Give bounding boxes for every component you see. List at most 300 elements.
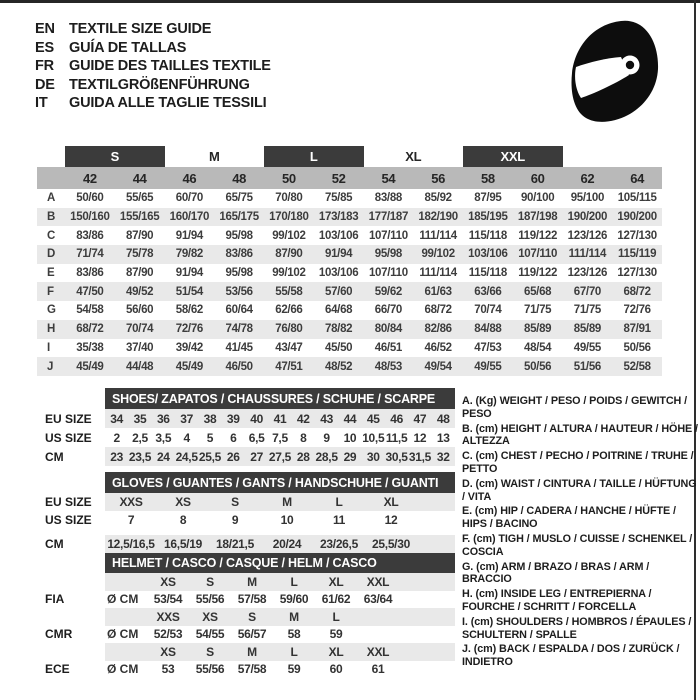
helmet-values-band: [105, 661, 455, 679]
size-value-cell: 160/170: [169, 211, 210, 224]
shoes-row-label: US SIZE: [45, 430, 92, 445]
size-value-cell: 51/54: [175, 285, 204, 298]
shoes-value-cell: 47: [413, 411, 427, 426]
size-table-row: [37, 339, 662, 358]
size-table-row: [37, 282, 662, 301]
shoes-value-cell: 30,5: [385, 449, 408, 464]
size-header-cell: 58: [480, 170, 495, 186]
size-value-cell: 105/115: [617, 192, 657, 205]
size-value-cell: 115/119: [618, 248, 657, 261]
gloves-value-cell: 10: [280, 513, 294, 527]
helmet-size-table: [0, 553, 470, 678]
size-value-cell: 35/38: [76, 341, 104, 354]
size-value-cell: 155/165: [119, 211, 160, 224]
shoes-value-cell: 6,5: [248, 430, 265, 445]
size-header-cell: 42: [82, 170, 97, 186]
measure-row-label: E: [47, 267, 55, 280]
size-header-cell: 44: [132, 170, 147, 186]
size-table-row: [37, 208, 662, 227]
shoes-value-cell: 6: [230, 430, 237, 445]
size-table-body: [37, 189, 662, 376]
size-value-cell: 115/118: [468, 267, 507, 280]
size-value-cell: 52/58: [623, 360, 651, 373]
shoes-value-cell: 45: [366, 411, 380, 426]
size-table-row: [37, 301, 662, 320]
size-value-cell: 48/52: [324, 360, 353, 373]
helmet-sizes-row: [0, 608, 470, 626]
gloves-value-cell: 9: [231, 513, 239, 527]
shoes-value-cell: 2: [113, 430, 120, 445]
size-group-xxl: XXL: [463, 146, 563, 167]
top-border-line: [0, 0, 700, 3]
legend-item: H. (cm) INSIDE LEG / ENTREPIERNA / FOURCHE / SCHRITT / FORCELLA: [462, 588, 652, 613]
size-header-cell: 54: [381, 170, 396, 186]
helmet-value-cell: 53/54: [153, 592, 183, 607]
size-table-row: [37, 357, 662, 376]
helmet-value-cell: 60: [329, 662, 343, 677]
helmet-size-cell: M: [289, 609, 299, 624]
measure-row-label: I: [47, 341, 50, 354]
language-title: TEXTILGRÖßENFÜHRUNG: [69, 76, 250, 93]
size-value-cell: 95/100: [570, 192, 605, 205]
shoes-value-cell: 41: [273, 411, 287, 426]
size-value-cell: 185/195: [468, 211, 508, 224]
size-value-cell: 70/74: [125, 323, 154, 336]
shoes-value-cell: 30: [366, 449, 380, 464]
size-value-cell: 63/66: [474, 285, 502, 298]
shoes-size-table: [0, 388, 470, 466]
gloves-value-cell: 7: [127, 513, 135, 527]
size-value-cell: 111/114: [419, 229, 457, 242]
size-value-cell: 78/82: [324, 323, 353, 336]
gloves-value-cell: M: [282, 495, 292, 509]
shoes-value-cell: 29: [343, 449, 357, 464]
legend-item: D. (cm) WAIST / CINTURA / TAILLE / HÜFTUNG / VITA: [462, 477, 697, 503]
helmet-size-cell: L: [332, 609, 340, 624]
size-value-cell: 50/56: [623, 341, 651, 354]
size-value-cell: 173/183: [318, 211, 359, 224]
helmet-value-cell: 63/64: [363, 592, 393, 607]
size-value-cell: 87/90: [125, 229, 154, 242]
size-value-cell: 115/118: [468, 229, 507, 242]
gloves-row-band: [105, 511, 455, 529]
shoes-value-cell: 5: [206, 430, 214, 445]
size-value-cell: 150/160: [70, 211, 110, 224]
size-value-cell: 71/75: [573, 304, 602, 317]
size-value-cell: 54/58: [76, 304, 104, 317]
gloves-value-cell: S: [231, 495, 239, 509]
size-group-row: [37, 146, 662, 167]
shoes-value-cell: 24: [156, 449, 170, 464]
shoes-value-cell: 36: [156, 411, 170, 426]
size-value-cell: 91/94: [175, 229, 204, 242]
size-value-cell: 61/63: [424, 285, 452, 298]
helmet-value-cell: 57/58: [237, 662, 267, 677]
size-header-cell: 62: [580, 170, 595, 186]
gloves-value-cell: 16,5/19: [164, 537, 202, 551]
size-value-cell: 62/66: [275, 304, 303, 317]
size-value-cell: 70/80: [275, 192, 303, 205]
language-code: EN: [35, 21, 55, 37]
shoes-value-cell: 10,5: [362, 430, 385, 445]
size-value-cell: 46/52: [424, 341, 452, 354]
size-value-cell: 83/86: [225, 248, 253, 261]
size-value-cell: 111/114: [568, 248, 607, 261]
size-value-cell: 90/100: [520, 192, 555, 205]
shoes-row-band: [105, 409, 455, 428]
helmet-sizes-row: [0, 573, 470, 591]
size-header-cell: 46: [182, 170, 197, 186]
size-value-cell: 84/88: [474, 323, 502, 336]
helmet-values-row: [0, 661, 470, 679]
size-value-cell: 82/86: [424, 323, 452, 336]
size-value-cell: 47/51: [275, 360, 303, 373]
helmet-diameter-spacer: [105, 573, 147, 591]
size-value-cell: 95/98: [225, 229, 253, 242]
language-row: [35, 94, 271, 113]
shoes-value-cell: 12: [413, 430, 427, 445]
helmet-value-cell: 54/55: [195, 627, 225, 642]
size-value-cell: 165/175: [219, 211, 259, 224]
measurement-legend: [462, 395, 700, 671]
helmet-sizes-band: [105, 573, 455, 591]
shoes-value-cell: 26: [226, 449, 240, 464]
helmet-size-cell: XXS: [156, 609, 180, 624]
shoes-value-cell: 28,5: [315, 449, 338, 464]
helmet-size-cell: XL: [328, 574, 344, 589]
size-value-cell: 85/89: [523, 323, 552, 336]
legend-item: F. (cm) TIGH / MUSLO / CUISSE / SCHENKEL / COSCIA: [462, 532, 693, 558]
size-value-cell: 57/60: [324, 285, 353, 298]
shoes-value-cell: 2,5: [132, 430, 148, 445]
size-value-cell: 48/53: [374, 360, 403, 373]
size-value-cell: 87/95: [474, 192, 502, 205]
language-code: IT: [35, 95, 48, 112]
size-value-cell: 119/122: [518, 229, 558, 242]
size-value-cell: 70/74: [474, 304, 502, 317]
size-value-cell: 45/49: [76, 360, 104, 373]
language-code: ES: [35, 39, 54, 56]
shoes-value-cell: 34: [110, 411, 124, 426]
shoes-value-cell: 39: [226, 411, 240, 426]
size-value-cell: 56/60: [125, 304, 154, 317]
size-value-cell: 44/48: [125, 360, 154, 373]
helmet-size-cell: S: [206, 574, 214, 589]
helmet-value-cell: 55/56: [195, 662, 225, 677]
size-value-cell: 170/180: [269, 211, 309, 224]
size-table-row: [37, 189, 662, 208]
helmet-values-band: [105, 591, 455, 609]
measure-row-label: A: [47, 192, 56, 205]
size-value-cell: 66/70: [374, 304, 403, 317]
size-value-cell: 190/200: [617, 211, 657, 224]
shoes-section-title: SHOES/ ZAPATOS / CHAUSSURES / SCHUHE / SCARPE: [105, 388, 455, 409]
measure-row-label: B: [47, 211, 56, 224]
helmet-size-cell: XXL: [366, 644, 390, 659]
gloves-value-cell: 25,5/30: [372, 537, 410, 551]
size-value-cell: 79/82: [175, 248, 204, 261]
size-value-cell: 187/198: [517, 211, 558, 224]
gloves-value-cell: XL: [383, 495, 399, 509]
size-value-cell: 72/76: [175, 323, 204, 336]
size-value-cell: 111/114: [419, 267, 457, 280]
size-value-cell: 65/68: [523, 285, 552, 298]
size-value-cell: 95/98: [374, 248, 403, 261]
helmet-size-cell: XL: [328, 644, 344, 659]
size-value-cell: 107/110: [368, 229, 408, 242]
helmet-standard-label: ECE: [45, 662, 70, 677]
helmet-size-cell: S: [206, 644, 214, 659]
size-value-cell: 60/70: [175, 192, 204, 205]
gloves-value-cell: 18/21,5: [216, 537, 254, 551]
size-value-cell: 87/90: [275, 248, 303, 261]
size-header-cell: 52: [331, 170, 346, 186]
gloves-size-table: [0, 472, 470, 553]
helmet-value-cell: 59: [329, 627, 343, 642]
size-value-cell: 75/85: [324, 192, 353, 205]
helmet-diameter-label: Ø CM: [107, 662, 139, 677]
size-value-cell: 80/84: [374, 323, 403, 336]
size-value-cell: 71/74: [76, 248, 104, 261]
size-header-spacer: [37, 167, 65, 189]
size-value-cell: 55/65: [125, 192, 154, 205]
gloves-value-cell: 12: [384, 513, 398, 527]
language-row: [35, 76, 271, 95]
size-value-cell: 83/86: [76, 229, 104, 242]
shoes-value-cell: 28: [296, 449, 310, 464]
shoes-value-cell: 40: [250, 411, 263, 426]
size-value-cell: 76/80: [275, 323, 303, 336]
size-value-cell: 46/50: [225, 360, 253, 373]
size-header-cell: 50: [281, 170, 296, 186]
shoes-row: [0, 428, 470, 447]
size-value-cell: 64/68: [324, 304, 353, 317]
shoes-value-cell: 37: [180, 411, 194, 426]
helmet-value-cell: 56/57: [237, 627, 267, 642]
helmet-diameter-label: Ø CM: [107, 627, 139, 642]
size-value-cell: 67/70: [573, 285, 602, 298]
size-value-cell: 75/78: [125, 248, 154, 261]
size-value-cell: 50/60: [76, 192, 104, 205]
gloves-row: [0, 493, 470, 511]
size-value-cell: 49/52: [125, 285, 154, 298]
helmet-standard-label: CMR: [45, 627, 73, 642]
legend-item: J. (cm) BACK / ESPALDA / DOS / ZURÜCK / INDIETRO: [462, 643, 680, 669]
legend-item: I. (cm) SHOULDERS / HOMBROS / ÉPAULES / SCHULTERN / SPALLE: [462, 615, 692, 641]
helmet-diameter-spacer: [105, 608, 147, 626]
size-value-cell: 39/42: [175, 341, 204, 354]
size-value-cell: 55/58: [275, 285, 303, 298]
shoes-row-band: [105, 428, 455, 447]
gloves-value-cell: L: [335, 495, 343, 509]
shoes-value-cell: 42: [296, 411, 310, 426]
size-value-cell: 47/50: [76, 285, 104, 298]
language-title: GUIDE DES TAILLES TEXTILE: [69, 58, 271, 75]
size-value-cell: 51/56: [573, 360, 602, 373]
size-value-cell: 127/130: [617, 229, 657, 242]
size-value-cell: 107/110: [518, 248, 558, 261]
size-value-cell: 49/55: [474, 360, 502, 373]
size-value-cell: 190/200: [567, 211, 608, 224]
shoes-value-cell: 25,5: [198, 449, 222, 464]
language-row: [35, 39, 271, 58]
size-value-cell: 37/40: [125, 341, 154, 354]
size-header-cell: 48: [232, 170, 247, 186]
gloves-value-cell: 11: [332, 513, 346, 527]
measure-row-label: J: [47, 360, 54, 373]
helmet-value-cell: 55/56: [195, 592, 225, 607]
language-row: [35, 57, 271, 76]
helmet-value-cell: 59/60: [279, 592, 309, 607]
helmet-standard-label: FIA: [45, 592, 65, 607]
shoes-value-cell: 13: [436, 430, 450, 445]
size-value-cell: 123/126: [567, 267, 608, 280]
helmet-sizes-band: [105, 643, 455, 661]
size-value-cell: 182/190: [418, 211, 458, 224]
size-value-cell: 41/45: [225, 341, 253, 354]
size-value-cell: 177/187: [368, 211, 409, 224]
helmet-value-cell: 57/58: [237, 592, 267, 607]
size-header-cell: 60: [530, 170, 545, 186]
helmet-value-cell: 61/62: [321, 592, 351, 607]
size-value-cell: 50/56: [523, 360, 552, 373]
shoes-row: [0, 409, 470, 428]
gloves-value-cell: 23/26,5: [320, 537, 358, 551]
gloves-value-cell: 12,5/16,5: [107, 537, 155, 551]
shoes-row: [0, 447, 470, 466]
language-code: DE: [35, 76, 55, 93]
helmet-values-band: [105, 626, 455, 644]
gloves-row-label: CM: [45, 537, 64, 551]
size-value-cell: 46/51: [374, 341, 403, 354]
shoes-value-cell: 24,5: [175, 449, 198, 464]
shoes-value-cell: 44: [343, 411, 357, 426]
language-title: GUÍA DE TALLAS: [69, 39, 187, 56]
helmet-size-cell: M: [247, 644, 257, 659]
legend-item: C. (cm) CHEST / PECHO / POITRINE / TRUHE / PETTO: [462, 450, 694, 475]
legend-item: G. (cm) ARM / BRAZO / BRAS / ARM / BRACCIO: [462, 560, 650, 586]
size-group-m: M: [208, 149, 220, 164]
size-value-cell: 85/92: [424, 192, 452, 205]
textile-size-table: [37, 146, 662, 376]
size-header-row: [37, 167, 662, 189]
gloves-value-cell: XXS: [119, 495, 143, 509]
language-code: FR: [35, 58, 54, 75]
helmet-size-cell: L: [290, 574, 298, 589]
helmet-value-cell: 52/53: [153, 627, 183, 642]
language-title: GUIDA ALLE TAGLIE TESSILI: [69, 95, 267, 112]
shoes-value-cell: 27,5: [268, 449, 292, 464]
shoes-value-cell: 27: [250, 449, 263, 464]
measure-row-label: C: [47, 229, 56, 242]
gloves-row: [0, 535, 470, 553]
shoes-row-band: [105, 447, 455, 466]
size-value-cell: 127/130: [617, 267, 657, 280]
size-table-row: [37, 320, 662, 339]
helmet-diameter-label: Ø CM: [107, 592, 139, 607]
shoes-value-cell: 9: [323, 430, 330, 445]
size-value-cell: 43/47: [275, 341, 303, 354]
helmet-size-cell: XS: [160, 574, 176, 589]
gloves-value-cell: 20/24: [272, 537, 302, 551]
measure-row-label: H: [47, 323, 56, 336]
helmet-diameter-spacer: [105, 643, 147, 661]
shoes-value-cell: 32: [436, 449, 450, 464]
size-value-cell: 68/72: [76, 323, 104, 336]
shoes-value-cell: 35: [133, 411, 147, 426]
size-group-xl: XL: [405, 149, 422, 164]
helmet-values-row: [0, 626, 470, 644]
size-value-cell: 49/55: [573, 341, 602, 354]
size-value-cell: 65/75: [225, 192, 253, 205]
gloves-row-band: [105, 535, 455, 553]
measure-row-label: D: [47, 248, 56, 261]
size-value-cell: 58/62: [175, 304, 204, 317]
size-header-cell: 64: [630, 170, 645, 186]
shoes-value-cell: 11,5: [385, 430, 408, 445]
helmet-size-cell: XXL: [366, 574, 390, 589]
size-value-cell: 49/54: [424, 360, 452, 373]
group-spacer: [563, 146, 613, 167]
helmet-section-title: HELMET / CASCO / CASQUE / HELM / CASCO: [105, 553, 455, 573]
helmet-value-cell: 58: [287, 627, 301, 642]
gloves-row: [0, 511, 470, 529]
size-value-cell: 60/64: [225, 304, 253, 317]
helmet-value-cell: 61: [371, 662, 385, 677]
size-value-cell: 99/102: [421, 248, 455, 261]
shoes-value-cell: 7,5: [272, 430, 288, 445]
size-table-row: [37, 226, 662, 245]
size-table-row: [37, 245, 662, 264]
shoes-value-cell: 38: [203, 411, 217, 426]
legend-item: A. (Kg) WEIGHT / PESO / POIDS / GEWITCH / PESO: [462, 395, 688, 420]
legend-item: B. (cm) HEIGHT / ALTURA / HAUTEUR / HÖHE / ALTEZZA: [462, 422, 698, 448]
shoes-value-cell: 31,5: [408, 449, 431, 464]
helmet-size-cell: XS: [202, 609, 218, 624]
shoes-value-cell: 48: [436, 411, 450, 426]
size-header-cell: 56: [431, 170, 446, 186]
size-value-cell: 87/91: [623, 323, 651, 336]
size-value-cell: 103/106: [468, 248, 508, 261]
size-value-cell: 87/90: [125, 267, 154, 280]
size-value-cell: 119/122: [518, 267, 558, 280]
size-value-cell: 95/98: [225, 267, 253, 280]
size-value-cell: 68/72: [424, 304, 452, 317]
size-value-cell: 103/106: [318, 267, 359, 280]
gloves-row-band: [105, 493, 455, 511]
size-value-cell: 107/110: [368, 267, 408, 280]
size-value-cell: 91/94: [324, 248, 353, 261]
shoes-value-cell: 10: [343, 430, 357, 445]
shoes-value-cell: 4: [183, 430, 190, 445]
helmet-sizes-row: [0, 643, 470, 661]
size-table-row: [37, 264, 662, 283]
size-value-cell: 71/75: [523, 304, 552, 317]
shoes-value-cell: 3,5: [155, 430, 172, 445]
group-spacer: [37, 146, 65, 167]
shoes-row-label: CM: [45, 449, 64, 464]
helmet-values-row: [0, 591, 470, 609]
size-value-cell: 47/53: [474, 341, 502, 354]
gloves-value-cell: XS: [175, 495, 191, 509]
gloves-value-cell: 8: [179, 513, 187, 527]
size-value-cell: 74/78: [225, 323, 253, 336]
helmet-size-cell: S: [248, 609, 256, 624]
size-value-cell: 72/76: [623, 304, 651, 317]
size-group-l: L: [264, 146, 364, 167]
size-value-cell: 45/49: [175, 360, 204, 373]
shoes-value-cell: 43: [320, 411, 333, 426]
